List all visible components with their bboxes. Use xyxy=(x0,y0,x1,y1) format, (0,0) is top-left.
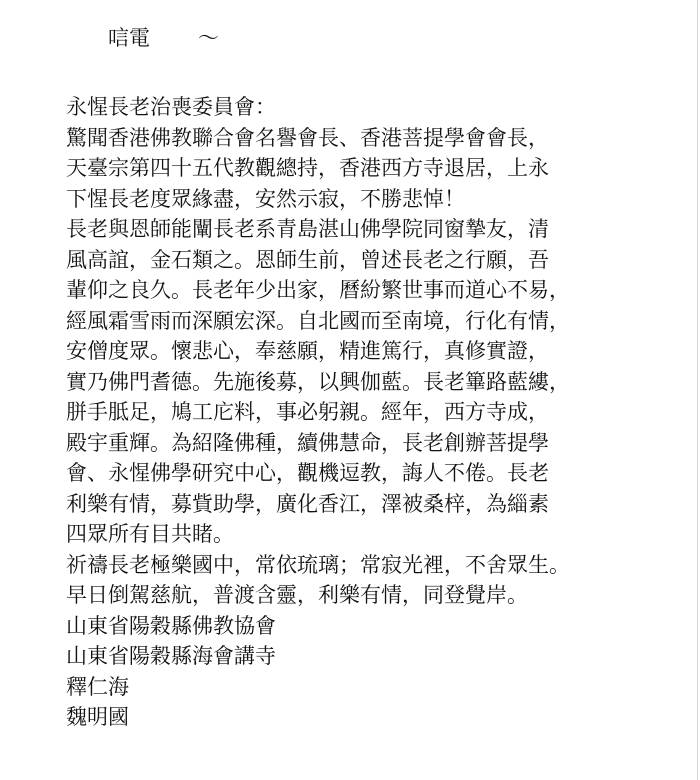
body-line: 下惺長老度眾緣盡，安然示寂，不勝悲悼！ xyxy=(66,186,465,211)
body-line: 長老與恩師能闡長老系青島湛山佛學院同窗摯友，清 xyxy=(66,217,549,241)
body-line: 天臺宗第四十五代教觀總持，香港西方寺退居，上永 xyxy=(66,156,549,180)
body-line: 利樂有情，募貲助學，廣化香江，澤被桑梓，為緇素 xyxy=(66,491,549,516)
letter-title: 唁電 xyxy=(108,26,150,50)
body-line: 會、永惺佛學研究中心，觀機逗教，誨人不倦。長老 xyxy=(66,461,549,485)
body-line: 實乃佛門耆德。先施後募，以興伽藍。長老篳路藍縷， xyxy=(66,369,570,394)
body-line: 輩仰之良久。長老年少出家，曆紛繁世事而道心不易， xyxy=(66,278,570,302)
letter-header xyxy=(108,22,219,54)
body-line: 風高誼，金石類之。恩師生前，曾述長老之行願，吾 xyxy=(66,247,549,272)
prayer-line: 早日倒駕慈航，普渡含靈，利樂有情，同登覺岸。 xyxy=(66,583,528,607)
sender-organization: 山東省陽穀縣海會講寺 xyxy=(66,644,276,668)
sender-name: 魏明國 xyxy=(66,705,129,729)
sender-organization: 山東省陽穀縣佛教協會 xyxy=(66,613,276,638)
body-line: 經風霜雪雨而深願宏深。自北國而至南境，行化有情， xyxy=(66,308,570,333)
addressee-line: 永惺長老治喪委員會： xyxy=(66,95,276,119)
scan-edge-line xyxy=(697,0,698,780)
tilde-mark: ～ xyxy=(198,26,219,50)
sender-name: 釋仁海 xyxy=(66,674,129,699)
letter-body xyxy=(66,92,686,733)
body-line: 殿宇重輝。為紹隆佛種，續佛慧命，長老創辦菩提學 xyxy=(66,430,549,455)
body-line: 四眾所有目共睹。 xyxy=(66,522,234,546)
prayer-line: 祈禱長老極樂國中，常依琉璃；常寂光裡，不舍眾生。 xyxy=(66,552,570,577)
body-line: 安僧度眾。懷悲心，奉慈願，精進篤行，真修實證， xyxy=(66,339,549,363)
body-line: 胼手胝足，鳩工庀料，事必躬親。經年，西方寺成， xyxy=(66,400,549,424)
body-line: 驚聞香港佛教聯合會名譽會長、香港菩提學會會長， xyxy=(66,125,549,150)
